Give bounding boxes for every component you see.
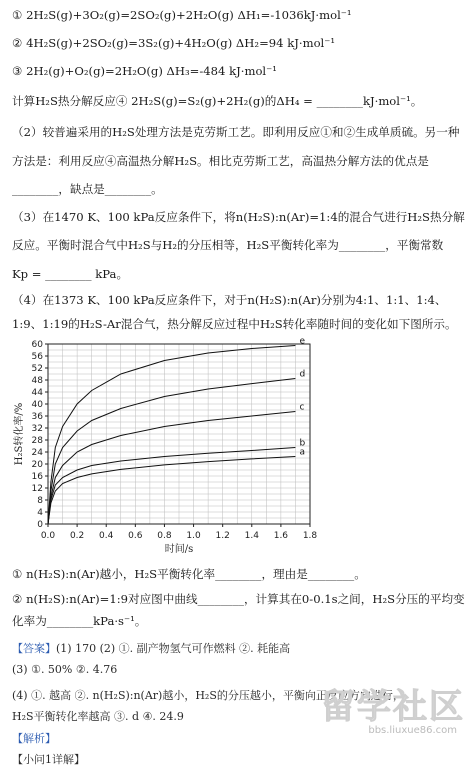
answer-1: (1) 170 (2) ①. 副产物氢气可作燃料 ②. 耗能高 [56,642,291,655]
y-tick-label: 52 [31,364,43,374]
y-tick-label: 20 [31,460,43,470]
x-tick-label: 1.0 [186,531,201,541]
eq-3: ③ 2H₂(g)+O₂(g)=2H₂O(g) ΔH₃=-484 kJ·mol⁻¹ [12,64,277,78]
series-label-b: b [299,438,306,449]
x-tick-label: 1.2 [215,531,230,541]
watermark-url: bbs.liuxue86.com [368,725,457,736]
y-tick-label: 8 [37,496,43,506]
question-3-line-2: 反应。平衡时混合气中H₂S与H₂的分压相等，H₂S平衡转化率为________，平衡常数 [12,238,444,252]
subquestion-1-heading: 【小问1详解】 [12,753,85,766]
question-4-sub-1: ① n(H₂S):n(Ar)越小，H₂S平衡转化率________，理由是________。 [12,567,366,581]
question-4-sub-2: ② n(H₂S):n(Ar)=1:9对应图中曲线________，计算其在0-0.1s之间，H₂S分压的平均变 [12,592,465,606]
x-tick-label: 0.2 [69,531,85,541]
question-4-line-2: 1:9、1:19的H₂S-Ar混合气，热分解反应过程中H₂S转化率随时间的变化如下图所示。 [12,317,457,331]
y-tick-label: 48 [31,376,43,386]
x-tick-label: 1.4 [244,531,259,541]
question-4-line-1: （4）在1373 K、100 kPa反应条件下，对于n(H₂S):n(Ar)分别为4:1、1:1、1:4、 [12,293,447,307]
series-label-e: e [299,336,305,347]
y-tick-label: 28 [31,436,43,446]
x-tick-label: 0.0 [40,531,56,541]
conversion-chart [10,336,340,560]
y-tick-label: 40 [31,400,43,410]
answer-line-2: (3) ①. 50% ②. 4.76 [12,663,118,676]
watermark-text: 留学社区 [321,687,465,727]
analysis-tag: 【解析】 [12,732,56,745]
y-tick-label: 44 [31,388,43,398]
eq-2: ② 4H₂S(g)+2SO₂(g)=3S₂(g)+4H₂O(g) ΔH₂=94 kJ·mol⁻¹ [12,36,336,50]
series-line-d [48,379,295,525]
series-line-a [48,457,295,525]
y-tick-label: 12 [31,484,43,494]
answer-line-1 [12,640,290,656]
question-2-line-1: （2）较普遍采用的H₂S处理方法是克劳斯工艺。即利用反应①和②生成单质硫。另一种 [12,125,460,139]
eq-1: ① 2H₂S(g)+3O₂(g)=2SO₂(g)+2H₂O(g) ΔH₁=-1036kJ·mol⁻¹ [12,8,352,22]
y-tick-label: 4 [37,508,43,518]
x-axis-label: 时间/s [164,544,194,555]
x-tick-label: 1.8 [302,531,318,541]
watermark-logo [315,679,465,749]
y-axis-label: H₂S转化率/% [14,402,25,466]
x-tick-label: 0.8 [157,531,172,541]
question-4-sub-3: 化率为________kPa·s⁻¹。 [12,614,147,628]
x-tick-label: 1.6 [273,531,289,541]
question-3-line-3: Kp = ________ kPa。 [12,267,129,281]
answer-line-3: (4) ①. 越高 ②. n(H₂S):n(Ar)越小，H₂S的分压越小，平衡向正反应方向进行， [12,689,404,702]
series-line-e [48,346,295,525]
answer-line-4: H₂S平衡转化率越高 ③. d ④. 24.9 [12,710,184,723]
y-tick-label: 16 [31,472,43,482]
y-tick-label: 32 [31,424,43,434]
y-tick-label: 24 [31,448,43,458]
y-tick-label: 60 [31,340,43,350]
question-3-line-1: （3）在1470 K、100 kPa反应条件下，将n(H₂S):n(Ar)=1:4的混合气进行H₂S热分解 [12,210,465,224]
question-2-line-2: 方法是：利用反应④高温热分解H₂S。相比克劳斯工艺，高温热分解方法的优点是 [12,154,429,168]
question-1: 计算H₂S热分解反应④ 2H₂S(g)=S₂(g)+2H₂(g)的ΔH₄ = ________kJ·mol⁻¹。 [12,94,423,108]
series-label-a: a [299,447,305,458]
y-tick-label: 0 [37,520,43,530]
y-tick-label: 36 [31,412,43,422]
answer-tag: 【答案】 [12,642,56,655]
series-label-c: c [299,402,305,413]
y-tick-label: 56 [31,352,43,362]
series-label-d: d [299,369,306,380]
x-tick-label: 0.4 [99,531,114,541]
question-2-line-3: ________，缺点是________。 [12,182,163,196]
x-tick-label: 0.6 [128,531,143,541]
